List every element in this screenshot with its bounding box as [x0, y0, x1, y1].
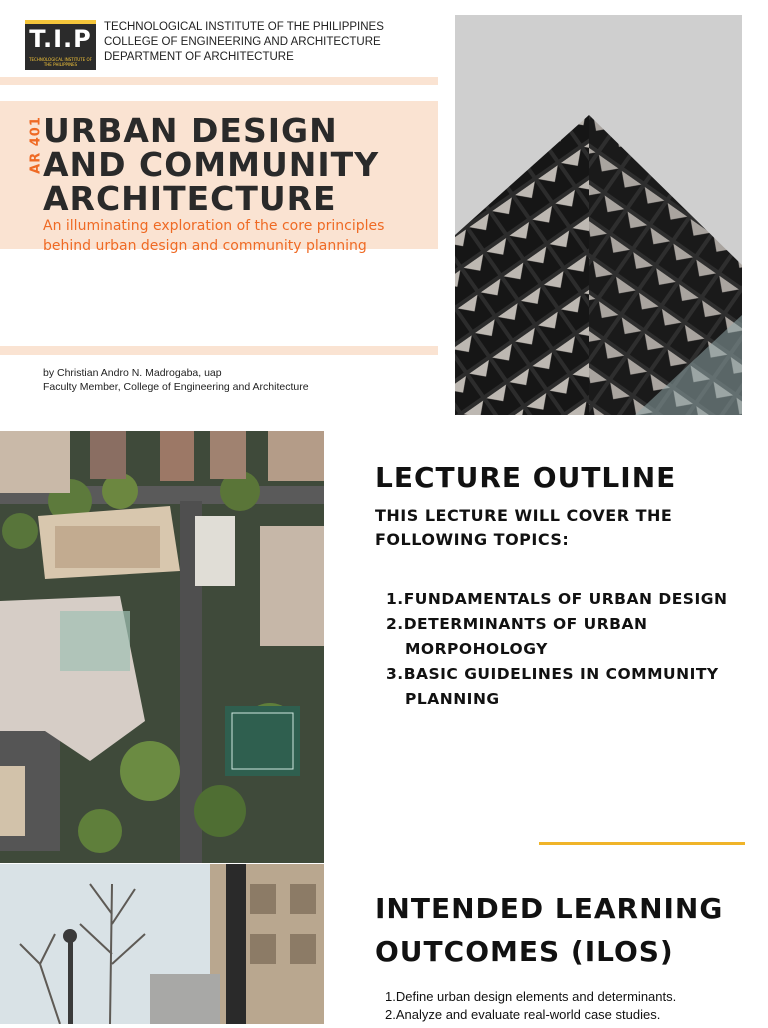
title-line-2: AND COMMUNITY: [43, 145, 380, 184]
bottom-divider-band: [0, 346, 438, 355]
section-divider: [539, 842, 745, 845]
course-code: AR 401: [28, 116, 44, 174]
subtitle-line-2: behind urban design and community planning: [43, 238, 367, 254]
logo-subtext: TECHNOLOGICAL INSTITUTE OF THE PHILIPPINES: [29, 57, 92, 67]
topic-item-2: [386, 615, 727, 640]
title-line-3: ARCHITECTURE: [43, 179, 337, 218]
street-photo: [0, 864, 324, 1024]
author-affiliation: Faculty Member, College of Engineering and Architecture: [43, 381, 309, 393]
topic-label: BASIC GUIDELINES IN COMMUNITY: [403, 665, 719, 683]
topic-label-continued: MORPOHOLOGY: [405, 640, 548, 658]
title-line-1: URBAN DESIGN: [43, 111, 338, 150]
topic-label-continued: PLANNING: [405, 690, 500, 708]
topic-label: FUNDAMENTALS OF URBAN DESIGN: [403, 590, 728, 608]
subtitle-line-1: An illuminating exploration of the core principles: [43, 218, 385, 234]
topic-item-1: [386, 590, 727, 615]
college-name: COLLEGE OF ENGINEERING AND ARCHITECTURE: [104, 36, 381, 48]
outline-intro-line-2: FOLLOWING TOPICS:: [375, 530, 570, 549]
ilo-item-2: 2.Analyze and evaluate real-world case studies.: [385, 1007, 661, 1022]
institution-name: TECHNOLOGICAL INSTITUTE OF THE PHILIPPINES: [104, 21, 384, 33]
topic-number: 1.: [386, 590, 404, 608]
top-divider-band: [0, 77, 438, 85]
ilo-item-1: 1.Define urban design elements and determinants.: [385, 989, 677, 1004]
topic-label: DETERMINANTS OF URBAN: [403, 615, 648, 633]
topic-number: 2.: [386, 615, 404, 633]
topic-number: 3.: [386, 665, 404, 683]
topic-item-3: [386, 665, 727, 690]
ilos-heading-line-2: OUTCOMES (ILOS): [375, 935, 674, 968]
outline-intro-line-1: THIS LECTURE WILL COVER THE: [375, 506, 673, 525]
ilos-heading-line-1: INTENDED LEARNING: [375, 892, 724, 925]
topic-list: [386, 590, 727, 715]
author-name: by Christian Andro N. Madrogaba, uap: [43, 367, 222, 379]
aerial-city-photo: [0, 431, 324, 863]
building-facade-photo: [455, 15, 742, 415]
tip-logo: [25, 20, 96, 70]
lecture-outline-heading: LECTURE OUTLINE: [375, 461, 677, 494]
department-name: DEPARTMENT OF ARCHITECTURE: [104, 51, 294, 63]
logo-mark: T.I.P: [29, 25, 92, 53]
